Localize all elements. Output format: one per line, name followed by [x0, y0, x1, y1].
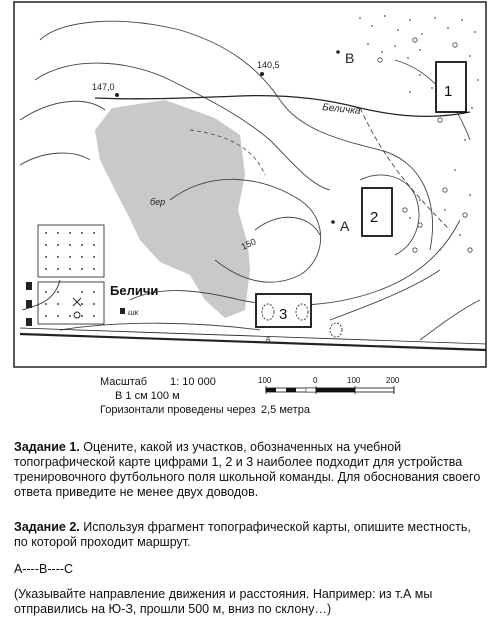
contour-value: 2,5 метра [261, 404, 310, 416]
point-b-marker [336, 50, 340, 54]
river-name: Беличка [321, 102, 362, 117]
point-a-marker [331, 220, 335, 224]
route-hint: (Указывайте направление движения и расстояния. Например: из т.А мы отправились на Ю-З, прошли 500 м, вниз по склону…) [14, 587, 433, 616]
shore-label: бер [150, 197, 166, 207]
school-label: шк [128, 308, 139, 317]
scale-tick-4: 200 [386, 376, 400, 385]
task-2-text: Используя фрагмент топографической карты, опишите местность, по которой проходит маршрут. [14, 520, 471, 549]
elevation-150: 150 [239, 236, 258, 252]
point-b-label: B [345, 50, 355, 66]
point-a-label: A [340, 218, 350, 234]
task-1-text: Оцените, какой из участков, обозначенных на учебной топографической карте цифрами 1, 2 и 3 наиболее подходит для устройства тренировочного футбольного поля школьной команды. Для обоснования своего ответа приведите не менее двух доводов. [14, 440, 481, 499]
site-1-label: 1 [444, 83, 453, 100]
map-frame [14, 2, 486, 367]
scale-tick-1: 100 [258, 376, 272, 385]
scale-value: 1: 10 000 [170, 376, 216, 388]
route-line: A----B----C [14, 562, 74, 576]
scale-cm: В 1 см 100 м [115, 390, 180, 402]
elevation-6: 6 [266, 336, 271, 345]
scale-bar [266, 386, 394, 394]
scale-tick-2: 0 [313, 376, 318, 385]
scale-title: Масштаб [100, 376, 148, 388]
task-2-label: Задание 2. [14, 520, 80, 534]
task-1-label: Задание 1. [14, 440, 80, 454]
site-3-label: 3 [279, 306, 288, 323]
village-name: Беличи [110, 283, 159, 298]
elevation-147: 147,0 [92, 82, 115, 92]
task-1 [14, 440, 488, 500]
contour-note: Горизонтали проведены через [100, 404, 256, 416]
task-2 [14, 520, 488, 550]
elevation-140: 140,5 [257, 60, 280, 70]
site-2-label: 2 [370, 209, 379, 226]
scale-tick-3: 100 [347, 376, 361, 385]
